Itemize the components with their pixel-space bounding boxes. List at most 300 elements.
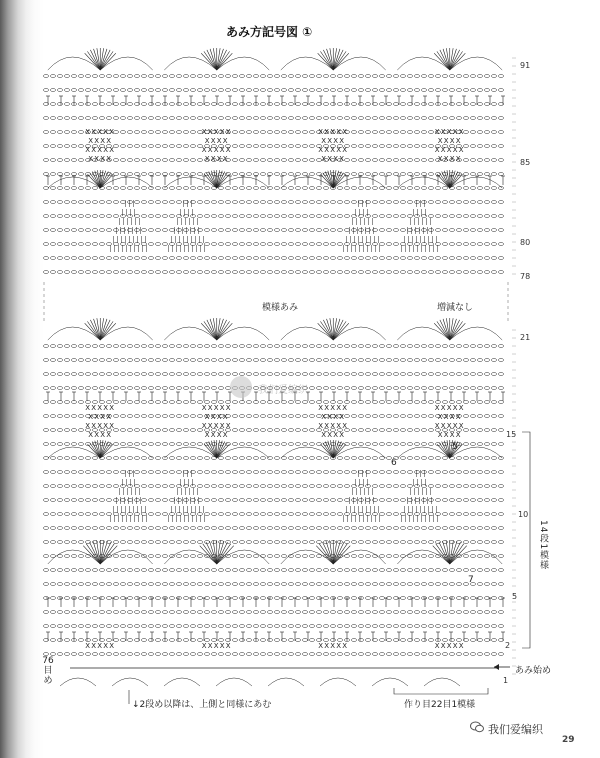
chain-row bbox=[344, 625, 349, 628]
chain-row bbox=[449, 103, 454, 106]
sc-cluster: X bbox=[342, 128, 348, 136]
chain-row bbox=[456, 387, 461, 390]
chain-row bbox=[456, 117, 461, 120]
chain-row bbox=[365, 271, 370, 274]
chain-row bbox=[407, 201, 412, 204]
sc-cluster: X bbox=[452, 404, 458, 412]
chain-row bbox=[106, 653, 111, 656]
chain-row bbox=[134, 187, 139, 190]
chain-row bbox=[435, 499, 440, 502]
chain-row bbox=[57, 415, 62, 418]
chain-row bbox=[288, 429, 293, 432]
chain-row bbox=[253, 117, 258, 120]
chain-row bbox=[484, 215, 489, 218]
chain-row bbox=[379, 159, 384, 162]
chain-row bbox=[407, 541, 412, 544]
chain-row bbox=[393, 555, 398, 558]
chain-row bbox=[134, 131, 139, 134]
chain-row bbox=[295, 229, 300, 232]
chain-row bbox=[239, 555, 244, 558]
chain-row bbox=[393, 639, 398, 642]
chain-row bbox=[498, 625, 503, 628]
chain-row bbox=[204, 527, 209, 530]
instruction-note: ↓2段め以降は、上側と同様にあむ bbox=[132, 700, 272, 710]
chain-row bbox=[393, 415, 398, 418]
chain-row bbox=[330, 117, 335, 120]
chain-row bbox=[316, 187, 321, 190]
chain-row bbox=[435, 229, 440, 232]
chain-row bbox=[442, 271, 447, 274]
chain-row bbox=[295, 639, 300, 642]
chain-row bbox=[442, 257, 447, 260]
chain-row bbox=[386, 359, 391, 362]
chain-row bbox=[218, 569, 223, 572]
chain-row bbox=[470, 457, 475, 460]
chain-row bbox=[71, 429, 76, 432]
chain-row bbox=[337, 257, 342, 260]
chain-row bbox=[351, 75, 356, 78]
chain-row bbox=[239, 471, 244, 474]
chain-row bbox=[183, 401, 188, 404]
chain-row bbox=[246, 345, 251, 348]
chain-row bbox=[449, 89, 454, 92]
chain-row bbox=[470, 597, 475, 600]
chain-row bbox=[120, 131, 125, 134]
chain-row bbox=[64, 117, 69, 120]
chain-row bbox=[323, 215, 328, 218]
chain-row bbox=[64, 485, 69, 488]
chain-row bbox=[211, 583, 216, 586]
chain-row bbox=[204, 229, 209, 232]
chain-row bbox=[421, 527, 426, 530]
chain-row bbox=[99, 485, 104, 488]
chain-row bbox=[428, 485, 433, 488]
chain-row bbox=[239, 271, 244, 274]
chain-row bbox=[316, 471, 321, 474]
chain-row bbox=[120, 145, 125, 148]
chain-row bbox=[407, 373, 412, 376]
chain-row bbox=[92, 257, 97, 260]
chain-row bbox=[477, 401, 482, 404]
sc-cluster: X bbox=[213, 146, 219, 154]
chain-row bbox=[344, 653, 349, 656]
chain-row bbox=[407, 271, 412, 274]
chain-row bbox=[449, 541, 454, 544]
chain-row bbox=[288, 583, 293, 586]
chain-row bbox=[442, 229, 447, 232]
chain-row bbox=[64, 569, 69, 572]
fan-stitch-upper-mid bbox=[217, 173, 228, 188]
chain-row bbox=[71, 75, 76, 78]
chain-row bbox=[57, 131, 62, 134]
chain-row bbox=[148, 541, 153, 544]
chain-row bbox=[491, 569, 496, 572]
chain-row bbox=[246, 131, 251, 134]
chain-row bbox=[309, 187, 314, 190]
chain-row bbox=[470, 243, 475, 246]
chain-row bbox=[316, 541, 321, 544]
chain-row bbox=[50, 401, 55, 404]
chain-row bbox=[232, 159, 237, 162]
chain-row bbox=[491, 597, 496, 600]
chain-row bbox=[463, 359, 468, 362]
chain-row bbox=[484, 513, 489, 516]
chain-row bbox=[183, 555, 188, 558]
chain-row bbox=[246, 201, 251, 204]
chain-row bbox=[351, 611, 356, 614]
chain-row bbox=[393, 145, 398, 148]
chain-row bbox=[302, 271, 307, 274]
sc-cluster: X bbox=[213, 642, 219, 650]
chain-row bbox=[274, 159, 279, 162]
chain-row bbox=[379, 75, 384, 78]
chain-row bbox=[204, 373, 209, 376]
chain-row bbox=[372, 345, 377, 348]
chain-row bbox=[365, 485, 370, 488]
fan-stitch-upper-mid bbox=[90, 173, 101, 188]
chain-row bbox=[407, 173, 412, 176]
chain-row bbox=[43, 215, 48, 218]
chain-row bbox=[379, 131, 384, 134]
chain-row bbox=[442, 485, 447, 488]
sc-cluster: X bbox=[219, 128, 225, 136]
chain-row bbox=[232, 639, 237, 642]
chain-row bbox=[225, 201, 230, 204]
chain-row bbox=[92, 345, 97, 348]
chain-row bbox=[477, 229, 482, 232]
chain-row bbox=[57, 201, 62, 204]
chain-row bbox=[253, 499, 258, 502]
chain-row bbox=[309, 345, 314, 348]
chain-row bbox=[421, 229, 426, 232]
chain-row bbox=[484, 541, 489, 544]
chain-row bbox=[344, 89, 349, 92]
chain-row bbox=[491, 653, 496, 656]
chain-row bbox=[288, 345, 293, 348]
chain-row bbox=[274, 513, 279, 516]
chain-row bbox=[365, 415, 370, 418]
chain-row bbox=[253, 415, 258, 418]
chain-row bbox=[225, 215, 230, 218]
chain-row bbox=[267, 625, 272, 628]
chain-row bbox=[113, 257, 118, 260]
sc-cluster: X bbox=[201, 404, 207, 412]
sc-cluster: X bbox=[330, 642, 336, 650]
chain-row bbox=[477, 443, 482, 446]
sc-cluster: X bbox=[333, 137, 339, 145]
chain-row bbox=[218, 243, 223, 246]
stitch-count-label bbox=[41, 656, 55, 686]
chain-row bbox=[386, 201, 391, 204]
chain-row bbox=[302, 639, 307, 642]
chain-row bbox=[78, 597, 83, 600]
chain-row bbox=[57, 159, 62, 162]
chain-row bbox=[71, 187, 76, 190]
chain-row bbox=[491, 401, 496, 404]
chain-row bbox=[498, 527, 503, 530]
chain-row bbox=[253, 229, 258, 232]
chain-row bbox=[43, 541, 48, 544]
chain-row bbox=[162, 243, 167, 246]
chain-row bbox=[148, 359, 153, 362]
chain-row bbox=[253, 471, 258, 474]
chain-row bbox=[232, 541, 237, 544]
chain-row bbox=[281, 527, 286, 530]
chain-row bbox=[484, 611, 489, 614]
chain-row bbox=[421, 401, 426, 404]
chain-row bbox=[330, 359, 335, 362]
chain-row bbox=[113, 569, 118, 572]
chain-row bbox=[414, 611, 419, 614]
chain-row bbox=[239, 485, 244, 488]
chain-row bbox=[295, 131, 300, 134]
chain-row bbox=[358, 145, 363, 148]
chain-row bbox=[372, 159, 377, 162]
chain-row bbox=[428, 257, 433, 260]
chain-row bbox=[71, 229, 76, 232]
chain-row bbox=[50, 625, 55, 628]
chain-row bbox=[183, 429, 188, 432]
chain-row bbox=[379, 415, 384, 418]
chain-row bbox=[463, 131, 468, 134]
chain-row bbox=[414, 131, 419, 134]
chain-row bbox=[225, 89, 230, 92]
chain-row bbox=[127, 345, 132, 348]
chain-row bbox=[127, 103, 132, 106]
chain-row bbox=[148, 653, 153, 656]
chain-row bbox=[183, 415, 188, 418]
chain-row bbox=[267, 513, 272, 516]
chain-row bbox=[295, 555, 300, 558]
chain-row bbox=[71, 457, 76, 460]
chain-row bbox=[421, 359, 426, 362]
bottom-arc bbox=[112, 678, 148, 686]
chain-row bbox=[498, 257, 503, 260]
chain-row bbox=[288, 229, 293, 232]
chain-row bbox=[344, 187, 349, 190]
chain-row bbox=[288, 243, 293, 246]
chain-row bbox=[477, 345, 482, 348]
chain-row bbox=[477, 485, 482, 488]
chain-row bbox=[57, 499, 62, 502]
chain-row bbox=[260, 173, 265, 176]
chain-row bbox=[218, 625, 223, 628]
sc-cluster: X bbox=[103, 128, 109, 136]
chain-row bbox=[323, 359, 328, 362]
chain-row bbox=[491, 359, 496, 362]
chain-row bbox=[309, 359, 314, 362]
chain-row bbox=[407, 257, 412, 260]
chain-row bbox=[407, 89, 412, 92]
chain-row bbox=[92, 485, 97, 488]
chain-row bbox=[442, 215, 447, 218]
chain-row bbox=[295, 415, 300, 418]
chain-row bbox=[141, 527, 146, 530]
chain-row bbox=[463, 457, 468, 460]
chain-row bbox=[134, 471, 139, 474]
chain-row bbox=[190, 89, 195, 92]
chain-row bbox=[106, 201, 111, 204]
chain-row bbox=[99, 583, 104, 586]
chain-row bbox=[43, 345, 48, 348]
chain-row bbox=[218, 75, 223, 78]
sc-cluster: X bbox=[91, 422, 97, 430]
chain-row bbox=[365, 639, 370, 642]
chain-row bbox=[211, 485, 216, 488]
chain-row bbox=[421, 457, 426, 460]
sc-cluster: X bbox=[336, 422, 342, 430]
chain-row bbox=[337, 75, 342, 78]
chain-row bbox=[92, 215, 97, 218]
chain-row bbox=[344, 201, 349, 204]
chain-row bbox=[358, 103, 363, 106]
chain-row bbox=[141, 625, 146, 628]
chain-row bbox=[78, 499, 83, 502]
chain-row bbox=[351, 387, 356, 390]
chain-row bbox=[498, 555, 503, 558]
chain-row bbox=[498, 499, 503, 502]
chain-row bbox=[393, 345, 398, 348]
chain-row bbox=[148, 387, 153, 390]
chain-row bbox=[407, 415, 412, 418]
chain-row bbox=[218, 387, 223, 390]
chain-row bbox=[64, 201, 69, 204]
chain-row bbox=[120, 401, 125, 404]
chain-row bbox=[372, 201, 377, 204]
chain-row bbox=[211, 387, 216, 390]
chain-row bbox=[470, 611, 475, 614]
chain-row bbox=[85, 187, 90, 190]
chain-row bbox=[246, 527, 251, 530]
chain-row bbox=[246, 625, 251, 628]
chain-row bbox=[204, 611, 209, 614]
chain-row bbox=[78, 555, 83, 558]
row-number-21: 21 bbox=[520, 333, 531, 342]
sc-cluster: X bbox=[452, 146, 458, 154]
chain-row bbox=[267, 117, 272, 120]
chain-row bbox=[239, 527, 244, 530]
chain-row bbox=[225, 271, 230, 274]
chain-row bbox=[316, 499, 321, 502]
chain-row bbox=[120, 359, 125, 362]
chain-row bbox=[351, 401, 356, 404]
chain-row bbox=[204, 257, 209, 260]
chain-row bbox=[316, 443, 321, 446]
chain-row bbox=[232, 271, 237, 274]
chain-row bbox=[57, 117, 62, 120]
chain-row bbox=[386, 257, 391, 260]
fan-stitch-lower-mid bbox=[333, 544, 347, 564]
chain-row bbox=[43, 611, 48, 614]
chain-row bbox=[155, 485, 160, 488]
chain-row bbox=[134, 229, 139, 232]
chain-row bbox=[64, 187, 69, 190]
chain-row bbox=[351, 201, 356, 204]
chain-row bbox=[64, 89, 69, 92]
chain-row bbox=[484, 387, 489, 390]
chain-row bbox=[141, 271, 146, 274]
chain-row bbox=[456, 653, 461, 656]
sc-cluster: X bbox=[100, 137, 106, 145]
chain-row bbox=[78, 639, 83, 642]
chain-row bbox=[421, 257, 426, 260]
chain-row bbox=[470, 131, 475, 134]
chain-row bbox=[477, 131, 482, 134]
chain-row bbox=[358, 401, 363, 404]
chain-row bbox=[92, 527, 97, 530]
chain-row bbox=[176, 639, 181, 642]
chain-row bbox=[365, 75, 370, 78]
fan-stitch bbox=[217, 321, 230, 340]
sc-cluster: X bbox=[342, 642, 348, 650]
chain-row bbox=[197, 159, 202, 162]
chain-row bbox=[372, 527, 377, 530]
chain-row bbox=[134, 215, 139, 218]
chain-row bbox=[428, 359, 433, 362]
chain-row bbox=[309, 639, 314, 642]
chain-row bbox=[225, 243, 230, 246]
chain-row bbox=[428, 173, 433, 176]
chain-row bbox=[127, 359, 132, 362]
chain-row bbox=[393, 131, 398, 134]
chain-row bbox=[309, 89, 314, 92]
sc-cluster: X bbox=[437, 413, 443, 421]
chain-row bbox=[484, 201, 489, 204]
chain-row bbox=[239, 243, 244, 246]
chain-row bbox=[309, 569, 314, 572]
chain-row bbox=[183, 597, 188, 600]
chain-row bbox=[498, 159, 503, 162]
sc-cluster: X bbox=[449, 431, 455, 439]
bottom-arc bbox=[164, 678, 200, 686]
chain-row bbox=[246, 415, 251, 418]
chain-row bbox=[92, 201, 97, 204]
chain-row bbox=[64, 457, 69, 460]
chain-row bbox=[456, 103, 461, 106]
chain-row bbox=[176, 173, 181, 176]
chain-row bbox=[379, 513, 384, 516]
sc-cluster: X bbox=[437, 431, 443, 439]
chain-row bbox=[414, 117, 419, 120]
chain-row bbox=[267, 103, 272, 106]
chain-row bbox=[302, 345, 307, 348]
chain-row bbox=[50, 597, 55, 600]
chain-row bbox=[113, 401, 118, 404]
chain-row bbox=[428, 271, 433, 274]
chain-row bbox=[218, 653, 223, 656]
chain-row bbox=[127, 187, 132, 190]
chain-row bbox=[183, 103, 188, 106]
chain-row bbox=[365, 89, 370, 92]
chain-row bbox=[491, 513, 496, 516]
sc-cluster: X bbox=[446, 422, 452, 430]
chain-row bbox=[484, 187, 489, 190]
chain-row bbox=[344, 569, 349, 572]
chain-row bbox=[449, 75, 454, 78]
chain-row bbox=[365, 187, 370, 190]
chain-row bbox=[155, 653, 160, 656]
chain-row bbox=[442, 499, 447, 502]
chain-row bbox=[337, 485, 342, 488]
chain-row bbox=[449, 611, 454, 614]
chain-row bbox=[92, 387, 97, 390]
chain-row bbox=[155, 541, 160, 544]
chain-row bbox=[428, 625, 433, 628]
chain-row bbox=[106, 187, 111, 190]
chain-row bbox=[463, 373, 468, 376]
chain-row bbox=[43, 429, 48, 432]
chain-row bbox=[225, 471, 230, 474]
